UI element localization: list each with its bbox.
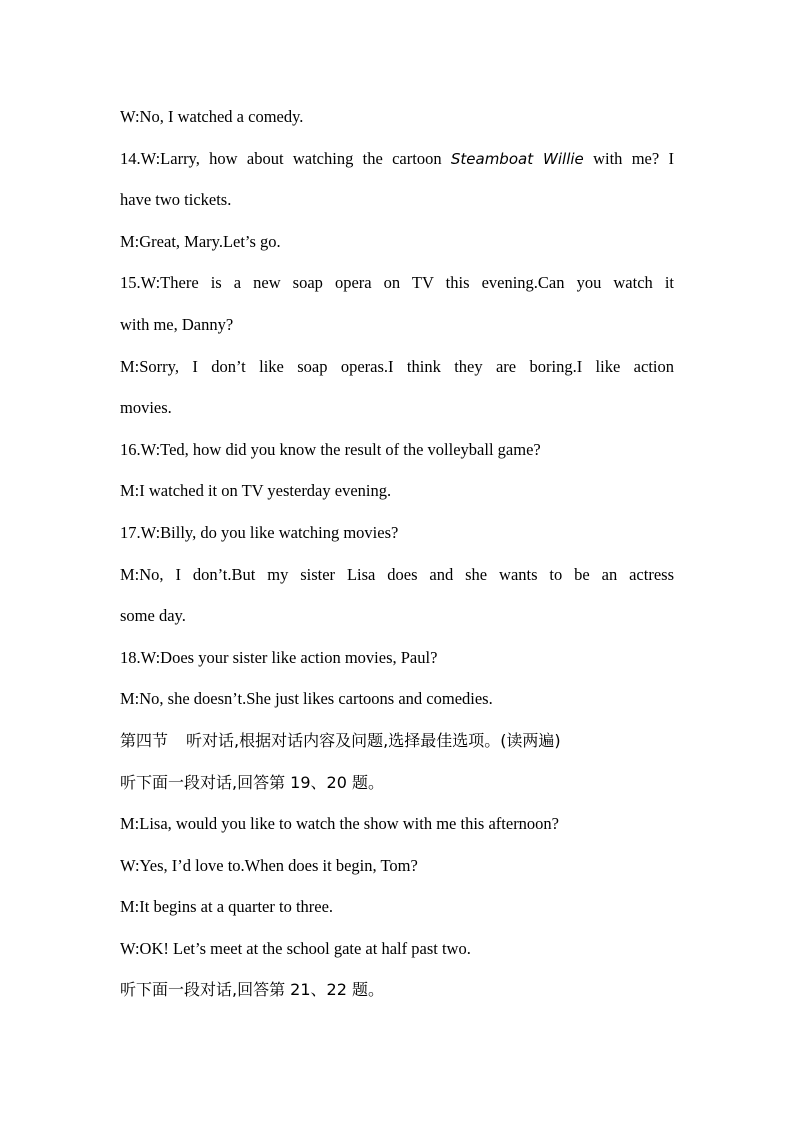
dialogue-line: 16.W:Ted, how did you know the result of the volleyball game?	[120, 439, 541, 459]
dialogue-line: M:Lisa, would you like to watch the show with me this afternoon?	[120, 814, 560, 834]
dialogue-text: 14.W:Larry, how about watching the cartoon	[120, 148, 451, 168]
cartoon-title: Steamboat Willie	[450, 149, 584, 168]
question-instruction: 听下面一段对话,回答第 21、22 题。	[120, 980, 384, 1000]
dialogue-line: M:It begins at a quarter to three.	[120, 897, 334, 917]
dialogue-line: 18.W:Does your sister like action movies, Paul?	[120, 647, 438, 667]
dialogue-line: 17.W:Billy, do you like watching movies?	[120, 522, 399, 542]
dialogue-line: M:Sorry, I don’t like soap operas.I think they are boring.I like action	[120, 356, 674, 376]
document-page	[120, 96, 674, 1011]
dialogue-line: movies.	[120, 398, 172, 418]
section-number: 第四节	[120, 730, 169, 750]
dialogue-line: some day.	[120, 606, 186, 626]
dialogue-line	[120, 138, 674, 180]
dialogue-line: W:Yes, I’d love to.When does it begin, Tom?	[120, 855, 418, 875]
dialogue-line: with me, Danny?	[120, 314, 234, 334]
dialogue-line: W:No, I watched a comedy.	[120, 107, 304, 126]
dialogue-line: M:No, she doesn’t.She just likes cartoons and comedies.	[120, 689, 493, 709]
dialogue-line: have two tickets.	[120, 190, 232, 210]
section-heading	[120, 720, 674, 762]
dialogue-line: M:Great, Mary.Let’s go.	[120, 231, 281, 251]
dialogue-text: with me? I	[583, 148, 674, 168]
section-instruction: 听对话,根据对话内容及问题,选择最佳选项。(读两遍)	[186, 730, 561, 750]
dialogue-line: M:No, I don’t.But my sister Lisa does and she wants to be an actress	[120, 564, 674, 584]
dialogue-line: M:I watched it on TV yesterday evening.	[120, 481, 392, 501]
dialogue-line: 15.W:There is a new soap opera on TV this evening.Can you watch it	[120, 273, 674, 293]
question-instruction: 听下面一段对话,回答第 19、20 题。	[120, 772, 384, 792]
dialogue-line: W:OK! Let’s meet at the school gate at half past two.	[120, 938, 471, 958]
